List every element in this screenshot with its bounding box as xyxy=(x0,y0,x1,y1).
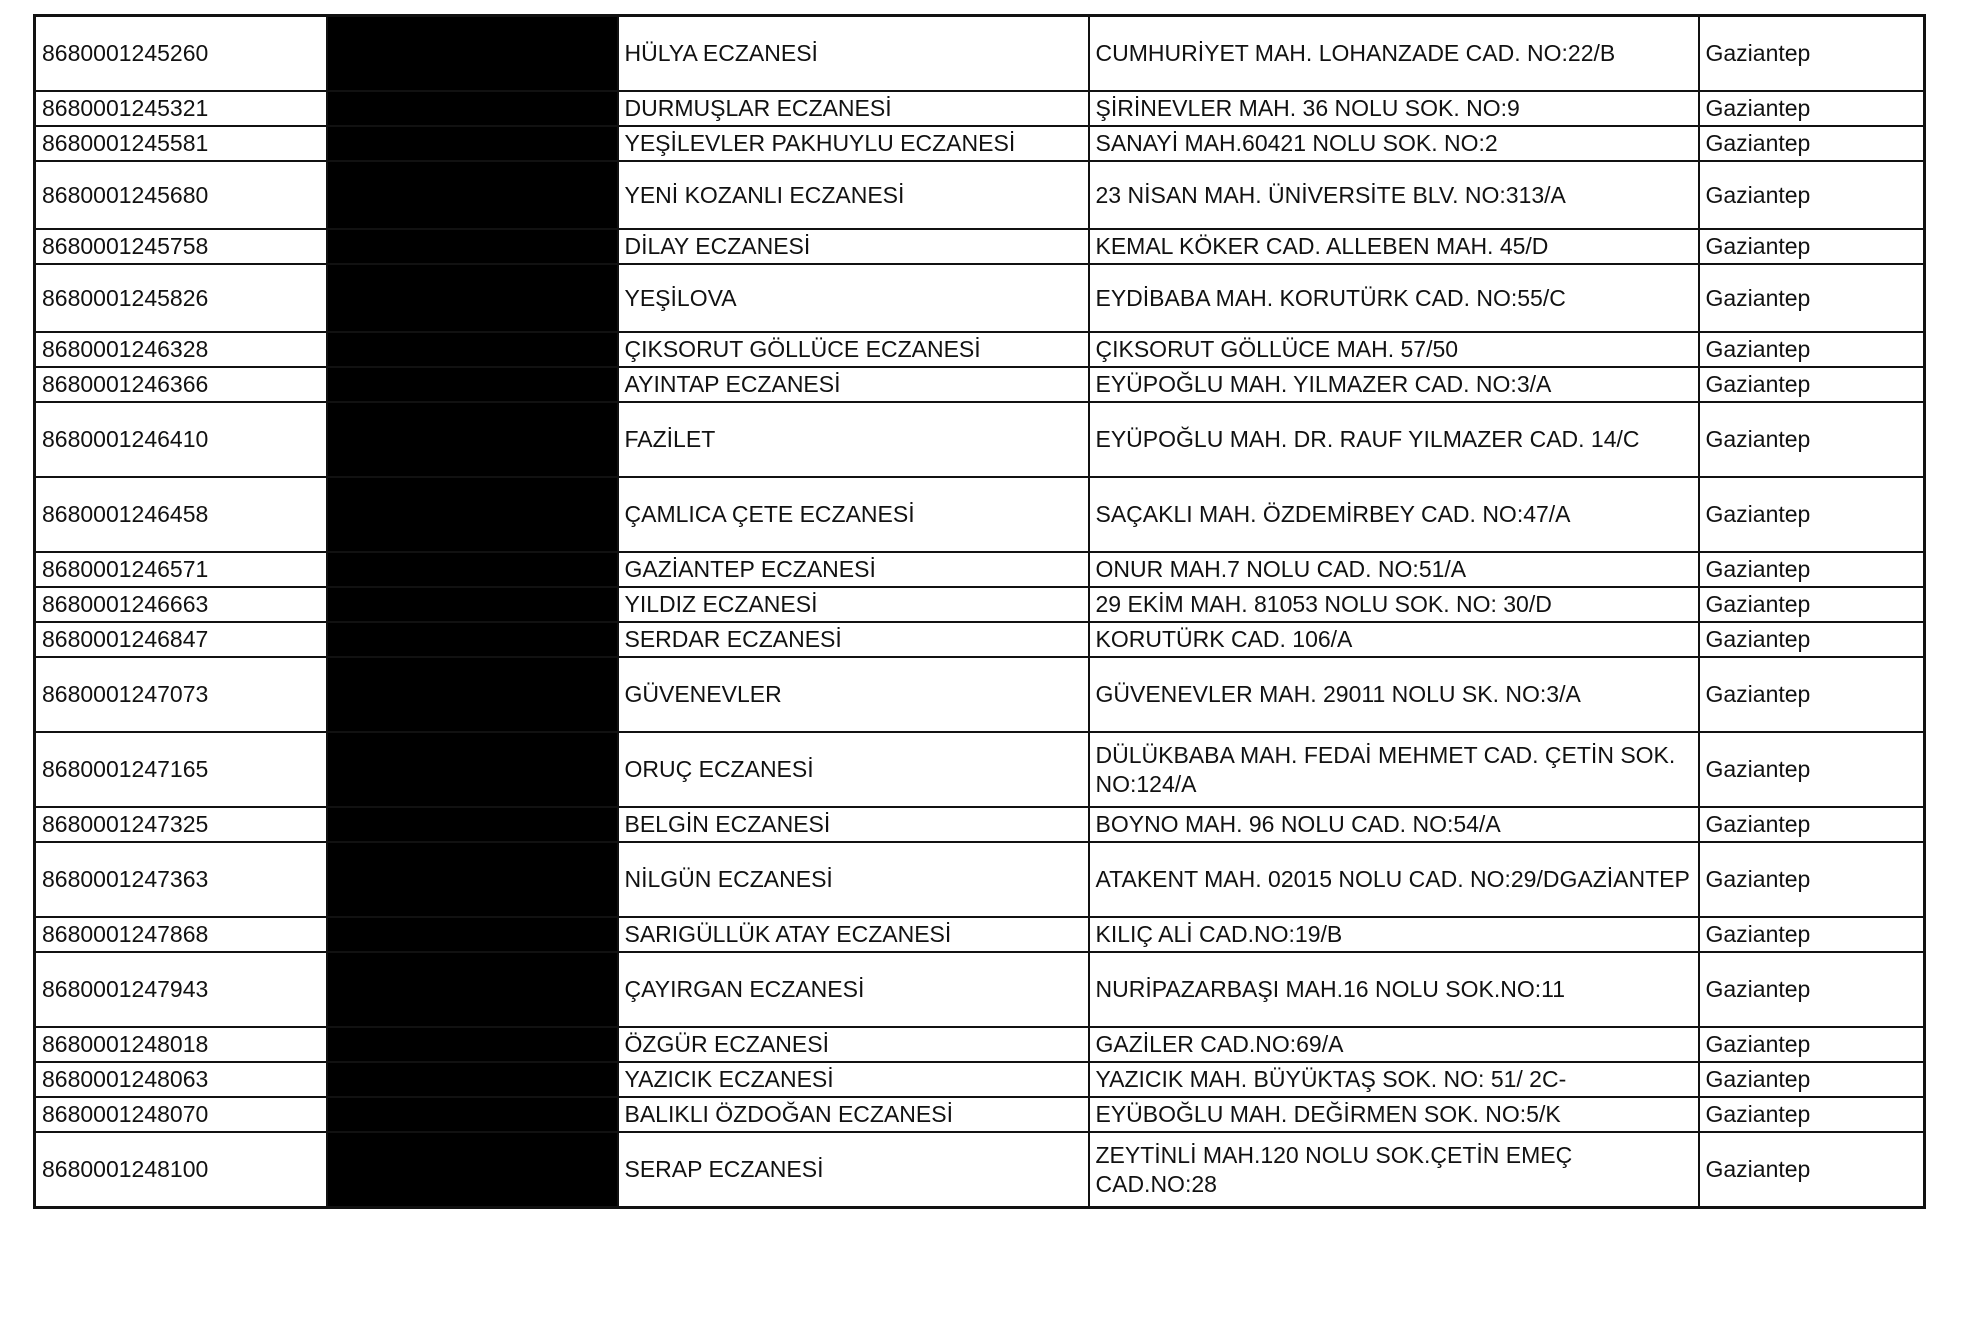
city-cell: Gaziantep xyxy=(1699,587,1925,622)
pharmacy-name-cell: YILDIZ ECZANESİ xyxy=(618,587,1089,622)
table-body xyxy=(35,16,1925,1208)
address-cell: SAÇAKLI MAH. ÖZDEMİRBEY CAD. NO:47/A xyxy=(1089,477,1699,552)
barcode-cell: 8680001248100 xyxy=(35,1132,327,1208)
barcode-cell: 8680001246847 xyxy=(35,622,327,657)
table-row xyxy=(35,917,1925,952)
redacted-cell xyxy=(327,587,618,622)
table-row xyxy=(35,332,1925,367)
pharmacy-name-cell: YENİ KOZANLI ECZANESİ xyxy=(618,161,1089,229)
redacted-cell xyxy=(327,229,618,264)
pharmacy-name-cell: YAZICIK ECZANESİ xyxy=(618,1062,1089,1097)
barcode-cell: 8680001245826 xyxy=(35,264,327,332)
city-cell: Gaziantep xyxy=(1699,367,1925,402)
city-cell: Gaziantep xyxy=(1699,622,1925,657)
pharmacy-name-cell: SERDAR ECZANESİ xyxy=(618,622,1089,657)
city-cell: Gaziantep xyxy=(1699,842,1925,917)
city-cell: Gaziantep xyxy=(1699,1027,1925,1062)
address-cell: DÜLÜKBABA MAH. FEDAİ MEHMET CAD. ÇETİN SOK. NO:124/A xyxy=(1089,732,1699,807)
pharmacy-name-cell: ORUÇ ECZANESİ xyxy=(618,732,1089,807)
pharmacy-name-cell: DİLAY ECZANESİ xyxy=(618,229,1089,264)
barcode-cell: 8680001245260 xyxy=(35,16,327,92)
redacted-cell xyxy=(327,952,618,1027)
city-cell: Gaziantep xyxy=(1699,1062,1925,1097)
table-row xyxy=(35,1027,1925,1062)
redacted-cell xyxy=(327,332,618,367)
table-row xyxy=(35,952,1925,1027)
city-cell: Gaziantep xyxy=(1699,952,1925,1027)
address-cell: ŞİRİNEVLER MAH. 36 NOLU SOK. NO:9 xyxy=(1089,91,1699,126)
table-row xyxy=(35,587,1925,622)
barcode-cell: 8680001245321 xyxy=(35,91,327,126)
address-cell: BOYNO MAH. 96 NOLU CAD. NO:54/A xyxy=(1089,807,1699,842)
table-row xyxy=(35,1097,1925,1132)
address-cell: ATAKENT MAH. 02015 NOLU CAD. NO:29/DGAZİANTEP xyxy=(1089,842,1699,917)
pharmacy-name-cell: FAZİLET xyxy=(618,402,1089,477)
address-cell: KILIÇ ALİ CAD.NO:19/B xyxy=(1089,917,1699,952)
barcode-cell: 8680001245581 xyxy=(35,126,327,161)
address-cell: GÜVENEVLER MAH. 29011 NOLU SK. NO:3/A xyxy=(1089,657,1699,732)
pharmacy-name-cell: ÖZGÜR ECZANESİ xyxy=(618,1027,1089,1062)
city-cell: Gaziantep xyxy=(1699,264,1925,332)
city-cell: Gaziantep xyxy=(1699,402,1925,477)
city-cell: Gaziantep xyxy=(1699,229,1925,264)
table-row xyxy=(35,126,1925,161)
city-cell: Gaziantep xyxy=(1699,1132,1925,1208)
address-cell: GAZİLER CAD.NO:69/A xyxy=(1089,1027,1699,1062)
pharmacy-name-cell: GAZİANTEP ECZANESİ xyxy=(618,552,1089,587)
redacted-cell xyxy=(327,622,618,657)
table-row xyxy=(35,657,1925,732)
city-cell: Gaziantep xyxy=(1699,332,1925,367)
redacted-cell xyxy=(327,477,618,552)
pharmacy-name-cell: YEŞİLEVLER PAKHUYLU ECZANESİ xyxy=(618,126,1089,161)
redacted-cell xyxy=(327,842,618,917)
barcode-cell: 8680001248070 xyxy=(35,1097,327,1132)
city-cell: Gaziantep xyxy=(1699,1097,1925,1132)
pharmacy-name-cell: GÜVENEVLER xyxy=(618,657,1089,732)
redacted-cell xyxy=(327,91,618,126)
redacted-cell xyxy=(327,917,618,952)
barcode-cell: 8680001246663 xyxy=(35,587,327,622)
barcode-cell: 8680001247073 xyxy=(35,657,327,732)
redacted-cell xyxy=(327,1062,618,1097)
redacted-cell xyxy=(327,1097,618,1132)
pharmacy-name-cell: SARIGÜLLÜK ATAY ECZANESİ xyxy=(618,917,1089,952)
redacted-cell xyxy=(327,126,618,161)
table-row xyxy=(35,622,1925,657)
pharmacy-name-cell: ÇIKSORUT GÖLLÜCE ECZANESİ xyxy=(618,332,1089,367)
table-row xyxy=(35,91,1925,126)
barcode-cell: 8680001245758 xyxy=(35,229,327,264)
address-cell: 29 EKİM MAH. 81053 NOLU SOK. NO: 30/D xyxy=(1089,587,1699,622)
redacted-cell xyxy=(327,1027,618,1062)
redacted-cell xyxy=(327,552,618,587)
table-row xyxy=(35,229,1925,264)
table-row xyxy=(35,842,1925,917)
redacted-cell xyxy=(327,402,618,477)
redacted-cell xyxy=(327,807,618,842)
table-row xyxy=(35,161,1925,229)
table-row xyxy=(35,477,1925,552)
table-row xyxy=(35,264,1925,332)
table-row xyxy=(35,1132,1925,1208)
address-cell: EYÜPOĞLU MAH. DR. RAUF YILMAZER CAD. 14/C xyxy=(1089,402,1699,477)
table-row xyxy=(35,807,1925,842)
redacted-cell xyxy=(327,1132,618,1208)
address-cell: YAZICIK MAH. BÜYÜKTAŞ SOK. NO: 51/ 2C- xyxy=(1089,1062,1699,1097)
city-cell: Gaziantep xyxy=(1699,807,1925,842)
address-cell: NURİPAZARBAŞI MAH.16 NOLU SOK.NO:11 xyxy=(1089,952,1699,1027)
address-cell: ZEYTİNLİ MAH.120 NOLU SOK.ÇETİN EMEÇ CAD.NO:28 xyxy=(1089,1132,1699,1208)
pharmacy-name-cell: BELGİN ECZANESİ xyxy=(618,807,1089,842)
pharmacy-name-cell: NİLGÜN ECZANESİ xyxy=(618,842,1089,917)
city-cell: Gaziantep xyxy=(1699,552,1925,587)
redacted-cell xyxy=(327,264,618,332)
city-cell: Gaziantep xyxy=(1699,657,1925,732)
table-row xyxy=(35,552,1925,587)
barcode-cell: 8680001247943 xyxy=(35,952,327,1027)
address-cell: 23 NİSAN MAH. ÜNİVERSİTE BLV. NO:313/A xyxy=(1089,161,1699,229)
pharmacy-name-cell: DURMUŞLAR ECZANESİ xyxy=(618,91,1089,126)
address-cell: KORUTÜRK CAD. 106/A xyxy=(1089,622,1699,657)
barcode-cell: 8680001247363 xyxy=(35,842,327,917)
redacted-cell xyxy=(327,161,618,229)
barcode-cell: 8680001247165 xyxy=(35,732,327,807)
barcode-cell: 8680001246366 xyxy=(35,367,327,402)
barcode-cell: 8680001245680 xyxy=(35,161,327,229)
table-row xyxy=(35,402,1925,477)
city-cell: Gaziantep xyxy=(1699,477,1925,552)
barcode-cell: 8680001247325 xyxy=(35,807,327,842)
table-row xyxy=(35,732,1925,807)
table-row xyxy=(35,367,1925,402)
redacted-cell xyxy=(327,16,618,92)
city-cell: Gaziantep xyxy=(1699,917,1925,952)
redacted-cell xyxy=(327,657,618,732)
pharmacy-name-cell: ÇAMLICA ÇETE ECZANESİ xyxy=(618,477,1089,552)
document-sheet xyxy=(33,14,1923,1209)
barcode-cell: 8680001248063 xyxy=(35,1062,327,1097)
pharmacy-name-cell: HÜLYA ECZANESİ xyxy=(618,16,1089,92)
redacted-cell xyxy=(327,367,618,402)
pharmacy-name-cell: YEŞİLOVA xyxy=(618,264,1089,332)
barcode-cell: 8680001246328 xyxy=(35,332,327,367)
address-cell: CUMHURİYET MAH. LOHANZADE CAD. NO:22/B xyxy=(1089,16,1699,92)
barcode-cell: 8680001246458 xyxy=(35,477,327,552)
address-cell: ÇIKSORUT GÖLLÜCE MAH. 57/50 xyxy=(1089,332,1699,367)
barcode-cell: 8680001248018 xyxy=(35,1027,327,1062)
city-cell: Gaziantep xyxy=(1699,91,1925,126)
redacted-cell xyxy=(327,732,618,807)
barcode-cell: 8680001247868 xyxy=(35,917,327,952)
city-cell: Gaziantep xyxy=(1699,161,1925,229)
address-cell: KEMAL KÖKER CAD. ALLEBEN MAH. 45/D xyxy=(1089,229,1699,264)
address-cell: ONUR MAH.7 NOLU CAD. NO:51/A xyxy=(1089,552,1699,587)
table-row xyxy=(35,1062,1925,1097)
address-cell: EYÜPOĞLU MAH. YILMAZER CAD. NO:3/A xyxy=(1089,367,1699,402)
pharmacy-name-cell: BALIKLI ÖZDOĞAN ECZANESİ xyxy=(618,1097,1089,1132)
city-cell: Gaziantep xyxy=(1699,732,1925,807)
pharmacy-table xyxy=(33,14,1926,1209)
address-cell: EYDİBABA MAH. KORUTÜRK CAD. NO:55/C xyxy=(1089,264,1699,332)
pharmacy-name-cell: SERAP ECZANESİ xyxy=(618,1132,1089,1208)
address-cell: SANAYİ MAH.60421 NOLU SOK. NO:2 xyxy=(1089,126,1699,161)
pharmacy-name-cell: AYINTAP ECZANESİ xyxy=(618,367,1089,402)
pharmacy-name-cell: ÇAYIRGAN ECZANESİ xyxy=(618,952,1089,1027)
address-cell: EYÜBOĞLU MAH. DEĞİRMEN SOK. NO:5/K xyxy=(1089,1097,1699,1132)
table-row xyxy=(35,16,1925,92)
city-cell: Gaziantep xyxy=(1699,126,1925,161)
barcode-cell: 8680001246571 xyxy=(35,552,327,587)
barcode-cell: 8680001246410 xyxy=(35,402,327,477)
city-cell: Gaziantep xyxy=(1699,16,1925,92)
